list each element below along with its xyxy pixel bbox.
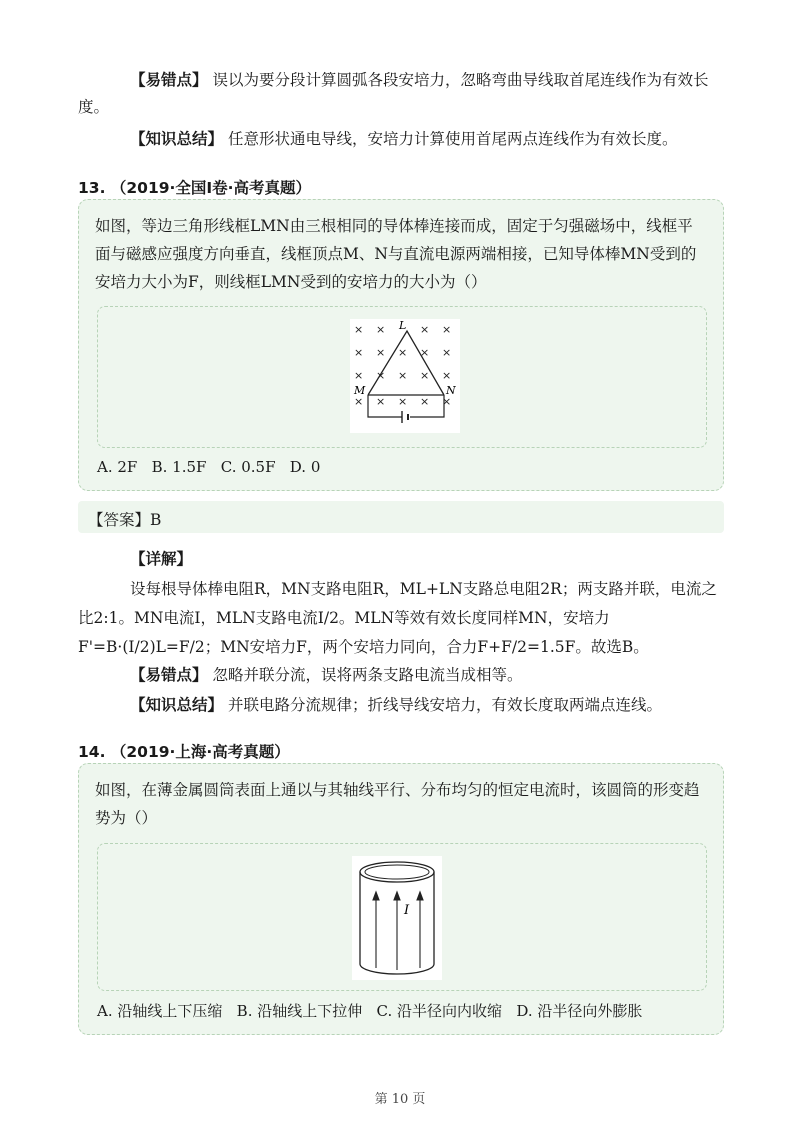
question-13-heading	[78, 176, 311, 198]
field-cross: ×	[376, 395, 386, 408]
field-cross: ×	[398, 395, 408, 408]
error-point-paragraph	[78, 66, 726, 121]
field-cross: ×	[354, 323, 364, 336]
field-cross: ×	[354, 346, 364, 359]
label-L: L	[399, 319, 407, 332]
metal-cylinder-diagram	[352, 856, 442, 980]
current-arrows	[373, 892, 423, 970]
figure-frame	[97, 306, 707, 448]
question-number: 14.	[78, 743, 106, 761]
detail-paragraph: 设每根导体棒电阻R，MN支路电阻R，ML+LN支路总电阻2R；两支路并联，电流之比2:1。MN电流I，MLN支路电流I/2。MLN等效有效长度同样MN，安培力F'=B·(I/2)L=F/2；MN安培力F，两个安培力同向，合力F+F/2=1.5F。故选B。	[78, 580, 717, 656]
field-cross: ×	[420, 369, 430, 382]
answer-bar	[78, 501, 724, 533]
question-14-box	[78, 763, 724, 1035]
question-number: 13.	[78, 179, 106, 197]
field-cross: ×	[354, 369, 364, 382]
page-number: 第 10 页	[374, 1092, 426, 1107]
label-I: I	[404, 903, 410, 918]
field-cross: ×	[376, 323, 386, 336]
question-options: A. 2F B. 1.5F C. 0.5F D. 0	[97, 458, 321, 476]
error-point-tag: 【易错点】	[130, 70, 208, 89]
question-source: （2019·全国Ⅰ卷·高考真题）	[110, 179, 312, 197]
knowledge-summary-paragraph	[78, 125, 726, 153]
question-source: （2019·上海·高考真题）	[110, 743, 290, 761]
field-cross: ×	[442, 369, 452, 382]
label-M: M	[354, 384, 366, 397]
error-point-paragraph-13	[78, 661, 726, 689]
question-14-heading	[78, 740, 290, 762]
question-options: A. 沿轴线上下压缩 B. 沿轴线上下拉伸 C. 沿半径向内收缩 D. 沿半径向外膨胀	[97, 1002, 643, 1020]
knowledge-summary-text: 并联电路分流规律；折线导线安培力，有效长度取两端点连线。	[227, 696, 662, 714]
triangle-circuit-figure	[350, 319, 460, 433]
error-point-text: 误以为要分段计算圆弧各段安培力，忽略弯曲导线取首尾连线作为有效长度。	[78, 71, 709, 116]
error-point-tag: 【易错点】	[130, 665, 208, 684]
field-cross: ×	[420, 395, 430, 408]
detail-tag: 【详解】	[130, 549, 193, 568]
answer-text: 【答案】B	[88, 511, 162, 529]
triangle-frame-diagram	[350, 319, 460, 433]
knowledge-summary-paragraph-13	[78, 691, 726, 719]
field-cross: ×	[354, 395, 364, 408]
knowledge-summary-text: 任意形状通电导线，安培力计算使用首尾两点连线作为有效长度。	[227, 130, 678, 148]
knowledge-summary-tag: 【知识总结】	[130, 695, 224, 714]
question-13-box	[78, 199, 724, 491]
field-cross: ×	[398, 369, 408, 382]
field-cross: ×	[420, 323, 430, 336]
field-cross: ×	[398, 346, 408, 359]
field-cross: ×	[376, 346, 386, 359]
question-stem: 如图，等边三角形线框LMN由三根相同的导体棒连接而成，固定于匀强磁场中，线框平面与磁感应强度方向垂直，线框顶点M、N与直流电源两端相接，已知导体棒MN受到的安培力大小为F，则线框LMN受到的安培力的大小为（）	[95, 217, 697, 291]
cylinder-figure	[352, 856, 442, 980]
label-N: N	[446, 384, 456, 397]
field-cross: ×	[376, 369, 386, 382]
detail-heading	[130, 545, 720, 573]
error-point-text: 忽略并联分流，误将两条支路电流当成相等。	[212, 666, 523, 684]
field-cross: ×	[442, 395, 452, 408]
figure-frame	[97, 843, 707, 991]
field-cross: ×	[442, 323, 452, 336]
field-cross: ×	[420, 346, 430, 359]
knowledge-summary-tag: 【知识总结】	[130, 129, 224, 148]
field-cross: ×	[442, 346, 452, 359]
question-stem: 如图，在薄金属圆筒表面上通以与其轴线平行、分布均匀的恒定电流时，该圆筒的形变趋势为（）	[95, 781, 700, 827]
triangle-sides-ml-ln	[368, 331, 444, 395]
